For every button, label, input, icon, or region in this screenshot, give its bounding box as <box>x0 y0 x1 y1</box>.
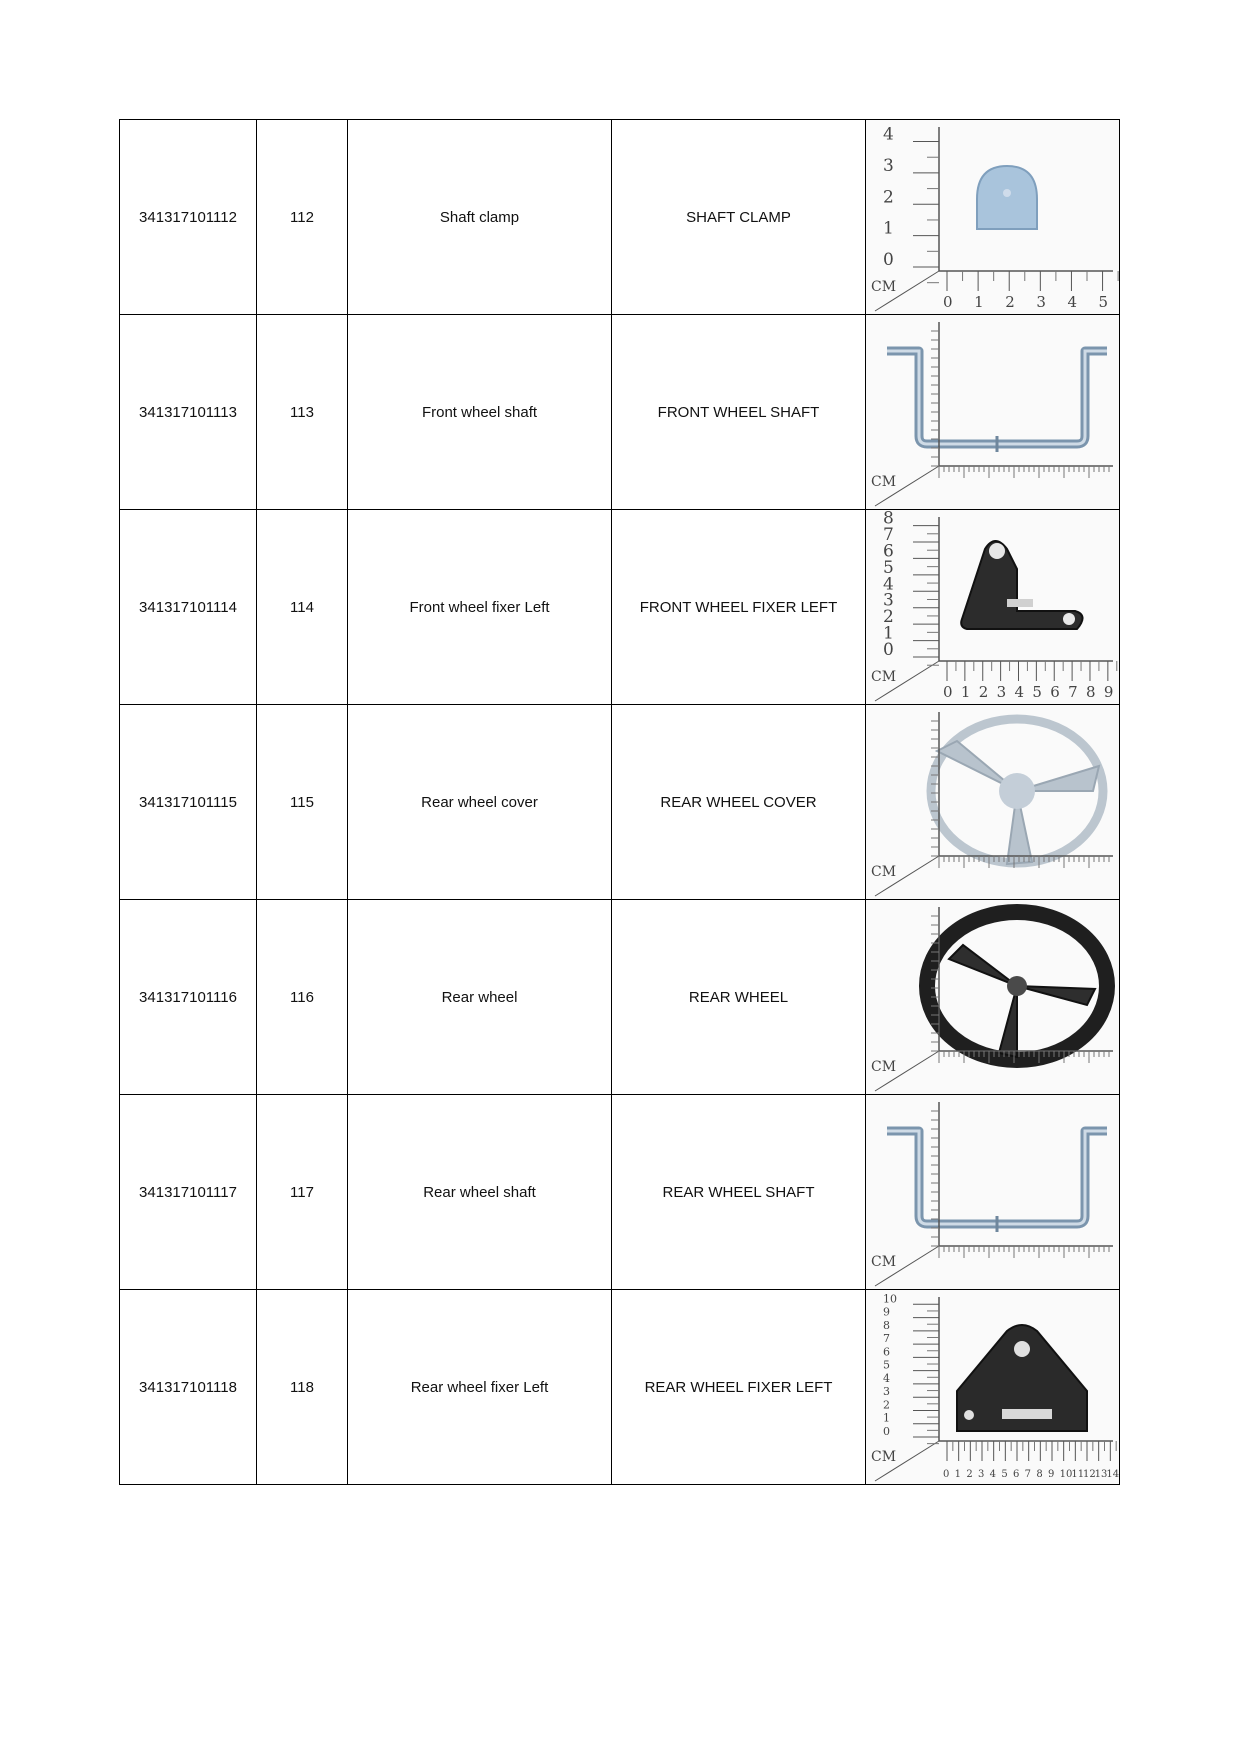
ruler-x-label: 7 <box>1024 1469 1031 1480</box>
table-row <box>120 705 1120 900</box>
part-photo-svg <box>867 706 1119 898</box>
ruler-x-label: 1 <box>954 1469 961 1480</box>
ruler-unit: CM <box>870 1254 896 1270</box>
part-photo <box>866 900 1120 1095</box>
ruler-y-label: 5 <box>882 557 894 578</box>
table-row <box>120 510 1120 705</box>
ruler-y-label: 0 <box>882 250 894 270</box>
ruler-y-label: 6 <box>882 541 894 562</box>
part-name-upper: FRONT WHEEL FIXER LEFT <box>612 510 866 705</box>
item-number: 116 <box>257 900 348 1095</box>
front-wheel-fixer-left-photo <box>961 541 1082 629</box>
ruler-x-label: 4 <box>1066 293 1077 311</box>
part-code: 341317101115 <box>120 705 257 900</box>
part-photo-svg <box>867 121 1119 313</box>
part-photo-svg <box>867 901 1119 1093</box>
part-name: Shaft clamp <box>348 120 612 315</box>
ruler-x-label: 9 <box>1103 683 1113 701</box>
ruler-x-label: 1 <box>960 683 970 701</box>
ruler-y-label: 1 <box>882 218 894 239</box>
part-code: 341317101114 <box>120 510 257 705</box>
ruler-y-label: 1 <box>882 623 894 644</box>
ruler-y-label: 3 <box>882 1385 890 1399</box>
parts-table <box>119 119 1120 1485</box>
part-name: Rear wheel <box>348 900 612 1095</box>
ruler-x-label: 5 <box>1000 1469 1008 1480</box>
ruler-x-label: 2 <box>965 1469 973 1480</box>
table-row <box>120 1290 1120 1485</box>
table-row <box>120 315 1120 510</box>
ruler-x-label: 11 <box>1070 1469 1084 1480</box>
ruler-y-label: 6 <box>882 1345 890 1359</box>
part-code: 341317101118 <box>120 1290 257 1485</box>
shaft-clamp-photo <box>977 166 1037 229</box>
front-wheel-shaft-photo <box>887 351 1107 452</box>
ruler-x-label: 8 <box>1035 1469 1043 1480</box>
ruler-x-label: 14 <box>1105 1469 1119 1480</box>
ruler-x-label: 13 <box>1094 1469 1107 1480</box>
item-number: 112 <box>257 120 348 315</box>
ruler-y-label: 7 <box>882 1332 890 1346</box>
ruler-x-label: 6 <box>1012 1469 1019 1480</box>
ruler-y-label: 3 <box>882 155 894 176</box>
rear-wheel-shaft-photo <box>887 1131 1107 1232</box>
ruler-y-label: 2 <box>882 187 894 208</box>
part-code: 341317101117 <box>120 1095 257 1290</box>
ruler-x-label: 4 <box>989 1469 996 1480</box>
part-code: 341317101116 <box>120 900 257 1095</box>
ruler-y-label: 4 <box>882 574 894 595</box>
part-photo-svg <box>867 511 1119 703</box>
ruler-x-label: 6 <box>1049 683 1060 701</box>
part-name: Front wheel fixer Left <box>348 510 612 705</box>
ruler-unit: CM <box>870 864 896 880</box>
item-number: 117 <box>257 1095 348 1290</box>
item-number: 113 <box>257 315 348 510</box>
ruler-y-label: 2 <box>882 607 894 628</box>
ruler-x-label: 3 <box>996 683 1006 701</box>
table-row <box>120 900 1120 1095</box>
ruler-unit: CM <box>870 1449 896 1465</box>
ruler-y-label: 5 <box>882 1358 890 1372</box>
ruler-y-label: 0 <box>882 640 894 660</box>
ruler-y-label: 8 <box>882 511 894 529</box>
rear-wheel-cover-photo <box>931 719 1103 864</box>
ruler-x-label: 10 <box>1059 1469 1072 1480</box>
ruler-unit: CM <box>870 669 896 685</box>
ruler-y-label: 10 <box>882 1292 897 1306</box>
part-photo <box>866 120 1120 315</box>
item-number: 115 <box>257 705 348 900</box>
rear-wheel-photo <box>927 912 1107 1060</box>
ruler-y-label: 3 <box>882 590 894 611</box>
part-code: 341317101113 <box>120 315 257 510</box>
part-name-upper: REAR WHEEL COVER <box>612 705 866 900</box>
ruler-x-label: 3 <box>1035 293 1046 311</box>
ruler-x-label: 0 <box>942 293 953 311</box>
ruler-y-label: 0 <box>882 1425 890 1438</box>
ruler-x-label: 4 <box>1013 683 1024 701</box>
ruler-y-label: 2 <box>882 1398 890 1412</box>
part-name-upper: REAR WHEEL SHAFT <box>612 1095 866 1290</box>
part-name: Rear wheel fixer Left <box>348 1290 612 1485</box>
ruler-x-label: 1 <box>973 293 984 311</box>
ruler-y-label: 1 <box>882 1411 890 1425</box>
part-name-upper: REAR WHEEL <box>612 900 866 1095</box>
ruler-x-label: 7 <box>1067 683 1078 701</box>
part-name-upper: REAR WHEEL FIXER LEFT <box>612 1290 866 1485</box>
part-name: Rear wheel shaft <box>348 1095 612 1290</box>
item-number: 114 <box>257 510 348 705</box>
part-photo <box>866 315 1120 510</box>
ruler-y-label: 4 <box>882 1371 890 1385</box>
ruler-y-label: 7 <box>882 525 894 545</box>
ruler-x-label: 0 <box>942 683 953 701</box>
part-photo <box>866 705 1120 900</box>
part-code: 341317101112 <box>120 120 257 315</box>
ruler-x-label: 5 <box>1031 683 1042 701</box>
part-photo-svg <box>867 1096 1119 1288</box>
table-row <box>120 1095 1120 1290</box>
part-name-upper: FRONT WHEEL SHAFT <box>612 315 866 510</box>
ruler-x-label: 3 <box>977 1469 984 1480</box>
part-photo <box>866 1290 1120 1485</box>
ruler-x-label: 5 <box>1098 293 1108 311</box>
ruler-x-label: 0 <box>942 1469 949 1480</box>
table-row <box>120 120 1120 315</box>
part-photo <box>866 510 1120 705</box>
ruler-unit: CM <box>870 279 896 295</box>
ruler-x-label: 9 <box>1047 1469 1054 1480</box>
part-name: Front wheel shaft <box>348 315 612 510</box>
part-name-upper: SHAFT CLAMP <box>612 120 866 315</box>
part-photo-svg <box>867 316 1119 508</box>
rear-wheel-fixer-left-photo <box>957 1325 1087 1431</box>
part-photo <box>866 1095 1120 1290</box>
ruler-y-label: 9 <box>882 1305 890 1319</box>
ruler-y-label: 8 <box>882 1318 890 1332</box>
ruler-x-label: 12 <box>1082 1469 1096 1480</box>
item-number: 118 <box>257 1290 348 1485</box>
part-name: Rear wheel cover <box>348 705 612 900</box>
ruler-x-label: 2 <box>978 683 988 701</box>
ruler-x-label: 8 <box>1085 683 1096 701</box>
part-photo-svg <box>867 1291 1119 1483</box>
ruler-y-label: 4 <box>882 124 894 145</box>
ruler-unit: CM <box>870 474 896 490</box>
ruler-unit: CM <box>870 1059 896 1075</box>
ruler-x-label: 2 <box>1004 293 1015 311</box>
